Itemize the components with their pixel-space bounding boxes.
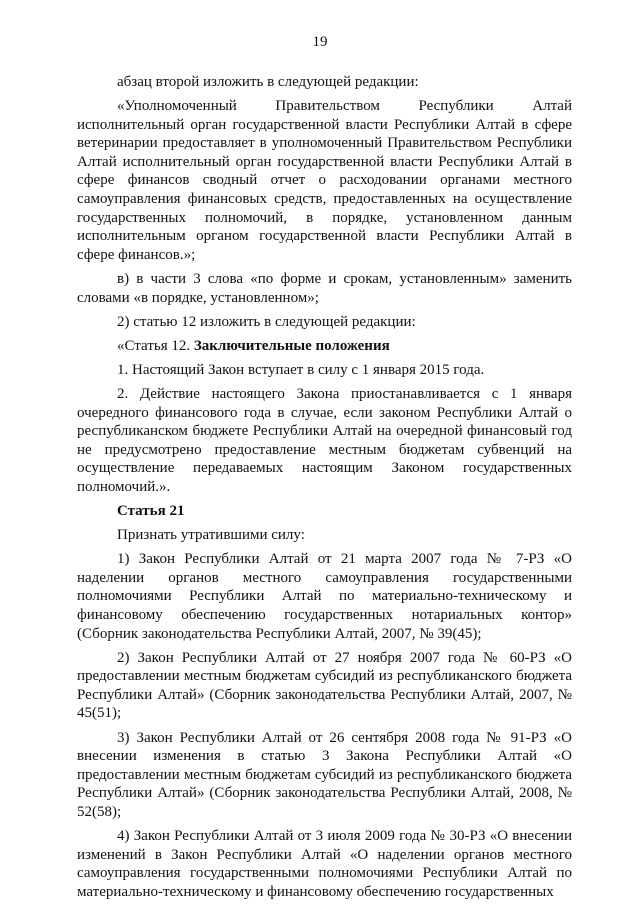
page-number: 19	[312, 34, 328, 50]
paragraph-amendment-intro: абзац второй изложить в следующей редакции:	[117, 74, 419, 90]
article21-item-3: 3) Закон Республики Алтай от 26 сентября 2008 года № 91-РЗ «О внесении изменения в статью 3 Закона Республики Алтай «О предоставлении местным бюджетам субсидий из республиканского бюджета Республики Алтай» (Сборник законодательства Республики Алтай, 2008, № 52(58);	[77, 729, 572, 820]
article21-intro: Признать утратившими силу:	[117, 527, 305, 544]
article21-item-1: 1) Закон Республики Алтай от 21 марта 2007 года № 7-РЗ «О наделении органов местного самоуправления государственными полномочиями Республики Алтай по материально-техническому и финансовому обеспечению государственных нотариальных контор» (Сборник законодательства Республики Алтай, 2007, № 39(45);	[77, 551, 572, 642]
article21-item-4: 4) Закон Республики Алтай от 3 июля 2009 года № 30-РЗ «О внесении изменений в Закон Республики Алтай «О наделении органов местного самоуправления государственными полномочиями Республики Алтай по материально-техническому и финансовому обеспечению государственных	[77, 827, 572, 900]
paragraph-quoted-text: «Уполномоченный Правительством Республики Алтай исполнительный орган государственной власти Республики Алтай в сфере ветеринарии предоставляет в уполномоченный Правительством Республики Алтай исполнительный орган государственной власти Республики Алтай в сфере финансов сводный отчет о расходовании органами местного самоуправления финансовых средств, предоставленных на осуществление государственных полномочий, в порядке, установленном данным исполнительным органом государственной власти Республики Алтай в сфере финансов.»;	[77, 98, 572, 263]
article12-item-2: 2. Действие настоящего Закона приостанавливается с 1 января очередного финансового года в случае, если законом Республики Алтай о республиканском бюджете Республики Алтай на очередной финансовый год не предусмотрено предоставление местным бюджетам субвенций на осуществление передаваемых настоящим Законом государственных полномочий.».	[77, 385, 572, 495]
document-body	[77, 73, 572, 907]
article12-prefix: «Статья 12.	[117, 337, 194, 354]
article12-item-1: 1. Настоящий Закон вступает в силу с 1 января 2015 года.	[117, 361, 485, 378]
article12-heading	[77, 337, 572, 356]
article12-title: Заключительные положения	[193, 337, 390, 354]
article21-heading: Статья 21	[117, 502, 185, 519]
article21-item-2: 2) Закон Республики Алтай от 27 ноября 2007 года № 60-РЗ «О предоставлении местным бюджетам субсидий из республиканского бюджета Республики Алтай» (Сборник законодательства Республики Алтай, 2007, № 45(51);	[77, 649, 572, 722]
paragraph-amendment-article12: 2) статью 12 изложить в следующей редакции:	[117, 313, 416, 330]
paragraph-amendment-v: в) в части 3 слова «по форме и срокам, установленным» заменить словами «в порядке, установленном»;	[77, 270, 572, 306]
